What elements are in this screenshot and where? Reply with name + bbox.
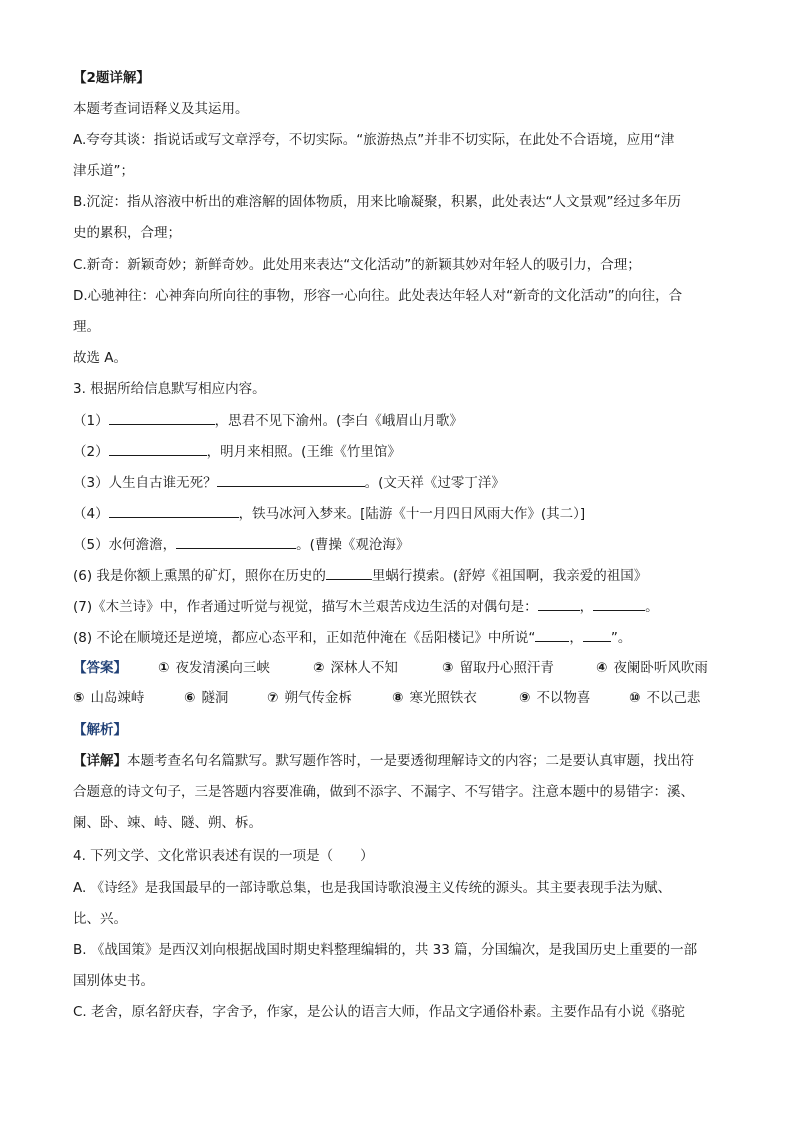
- q2-header: 【2题详解】: [73, 70, 150, 86]
- analysis-tag: 【解析】: [73, 722, 127, 738]
- q4-option-b-line2: 国别体史书。: [73, 973, 154, 989]
- q3-stem: 3. 根据所给信息默写相应内容。: [73, 381, 266, 397]
- q3-item-1-suffix: ，思君不见下渝州。(李白《峨眉山月歌》: [214, 413, 463, 429]
- q3-item-7-sep: ，: [579, 599, 594, 615]
- answer-9: ⑨ 不以物喜: [519, 690, 591, 706]
- q3-item-7-prefix: (7)《木兰诗》中，作者通过听觉与视觉，描写木兰艰苦戍边生活的对偶句是：: [73, 599, 538, 615]
- q2-option-a-line1: A.夸夸其谈：指说话或写文章浮夸，不切实际。“旅游热点”并非不切实际，在此处不合语境，应用“津: [73, 132, 675, 148]
- q3-detail-line1: 【详解】本题考查名句名篇默写。默写题作答时，一是要透彻理解诗文的内容；二是要认真审题，找出符: [73, 753, 694, 769]
- q3-detail-line2: 合题意的诗文句子，三是答题内容要准确，做到不添字、不漏字、不写错字。注意本题中的易错字：溪、: [73, 784, 694, 800]
- q4-option-a-line1: A. 《诗经》是我国最早的一部诗歌总集，也是我国诗歌浪漫主义传统的源头。其主要表现手法为赋、: [73, 880, 672, 896]
- q3-item-6-suffix: 里蜗行摸索。(舒婷《祖国啊，我亲爱的祖国》: [371, 568, 648, 584]
- q4-option-b-line1: B. 《战国策》是西汉刘向根据战国时期史料整理编辑的，共 33 篇，分国编次，是我国历史上重要的一部: [73, 942, 698, 958]
- q2-option-a-line2: 津乐道”；: [73, 163, 134, 179]
- q3-item-4-prefix: （4）: [73, 506, 109, 522]
- q2-option-b-line2: 史的累积，合理；: [73, 225, 181, 241]
- answer-8: ⑧ 寒光照铁衣: [392, 690, 477, 706]
- q4-option-c-line1: C. 老舍，原名舒庆春，字舍予，作家，是公认的语言大师，作品文字通俗朴素。主要作品有小说《骆驼: [73, 1004, 686, 1020]
- q3-item-8-blank-2: [583, 627, 611, 642]
- answer-1: ① 夜发清溪向三峡: [158, 660, 270, 676]
- answer-10: ⑩ 不以己悲: [629, 690, 701, 706]
- q3-item-1: [73, 410, 463, 431]
- detail-tag: 【详解】: [73, 753, 127, 769]
- q3-item-4-blank: [109, 503, 239, 518]
- q3-item-8-sep: ，: [569, 630, 583, 646]
- q3-item-6: [73, 565, 647, 586]
- q3-item-6-blank: [326, 565, 372, 580]
- q2-choice: 故选 A。: [73, 350, 128, 366]
- q3-item-2-blank: [109, 441, 207, 456]
- q3-item-5-blank: [176, 534, 296, 549]
- q2-option-c: C.新奇：新颖奇妙；新鲜奇妙。此处用来表达“文化活动”的新颖其妙对年轻人的吸引力，合理；: [73, 257, 641, 273]
- q3-item-3-prefix: （3）人生自古谁无死？: [73, 475, 217, 491]
- answer-3: ③ 留取丹心照汗青: [442, 660, 554, 676]
- q3-item-3: [73, 472, 505, 493]
- q3-item-3-blank: [217, 472, 365, 487]
- q3-item-4: [73, 503, 585, 524]
- q3-item-7-suffix: 。: [645, 599, 659, 615]
- answer-7: ⑦ 朔气传金柝: [267, 690, 352, 706]
- q3-item-3-suffix: 。(文天祥《过零丁洋》: [364, 475, 505, 491]
- answer-4: ④ 夜阑卧听风吹雨: [596, 660, 708, 676]
- q3-item-2-prefix: （2）: [73, 444, 109, 460]
- q3-item-8-blank-1: [535, 627, 569, 642]
- q3-item-7-blank-1: [538, 596, 580, 611]
- q3-item-8-prefix: (8) 不论在顺境还是逆境，都应心态平和，正如范仲淹在《岳阳楼记》中所说“: [73, 630, 536, 646]
- q4-option-a-line2: 比、兴。: [73, 911, 127, 927]
- q3-item-2: [73, 441, 401, 462]
- q3-item-6-prefix: (6) 我是你额上熏黑的矿灯，照你在历史的: [73, 568, 326, 584]
- q3-item-2-suffix: ，明月来相照。(王维《竹里馆》: [206, 444, 401, 460]
- answer-5: ⑤ 山岛竦峙: [73, 690, 145, 706]
- q2-option-d-line1: D.心驰神往：心神奔向所向往的事物，形容一心向往。此处表达年轻人对“新奇的文化活动”的向往，合: [73, 288, 683, 304]
- q3-item-5-suffix: 。(曹操《观沧海》: [296, 537, 410, 553]
- q2-option-d-line2: 理。: [73, 319, 100, 335]
- q3-item-1-prefix: （1）: [73, 413, 109, 429]
- q2-option-b-line1: B.沉淀：指从溶液中析出的难溶解的固体物质，用来比喻凝聚，积累，此处表达“人文景观”经过多年历: [73, 194, 682, 210]
- q3-item-5-prefix: （5）水何澹澹，: [73, 537, 177, 553]
- q3-item-8-suffix: ”。: [610, 630, 632, 646]
- q2-intro: 本题考查词语释义及其运用。: [73, 101, 249, 117]
- q4-stem: 4. 下列文学、文化常识表述有误的一项是（ ）: [73, 848, 374, 864]
- q3-item-8: [73, 627, 631, 648]
- q3-item-5: [73, 534, 409, 555]
- answer-tag: 【答案】: [73, 660, 127, 676]
- q3-item-7-blank-2: [593, 596, 645, 611]
- answer-2: ② 深林人不知: [313, 660, 398, 676]
- answer-6: ⑥ 隧洞: [184, 690, 229, 706]
- q3-item-7: [73, 596, 659, 617]
- q3-detail-line3: 阑、卧、竦、峙、隧、朔、柝。: [73, 815, 262, 831]
- q3-item-4-suffix: ，铁马冰河入梦来。[陆游《十一月四日风雨大作》(其二）]: [238, 506, 586, 522]
- q3-item-1-blank: [109, 410, 215, 425]
